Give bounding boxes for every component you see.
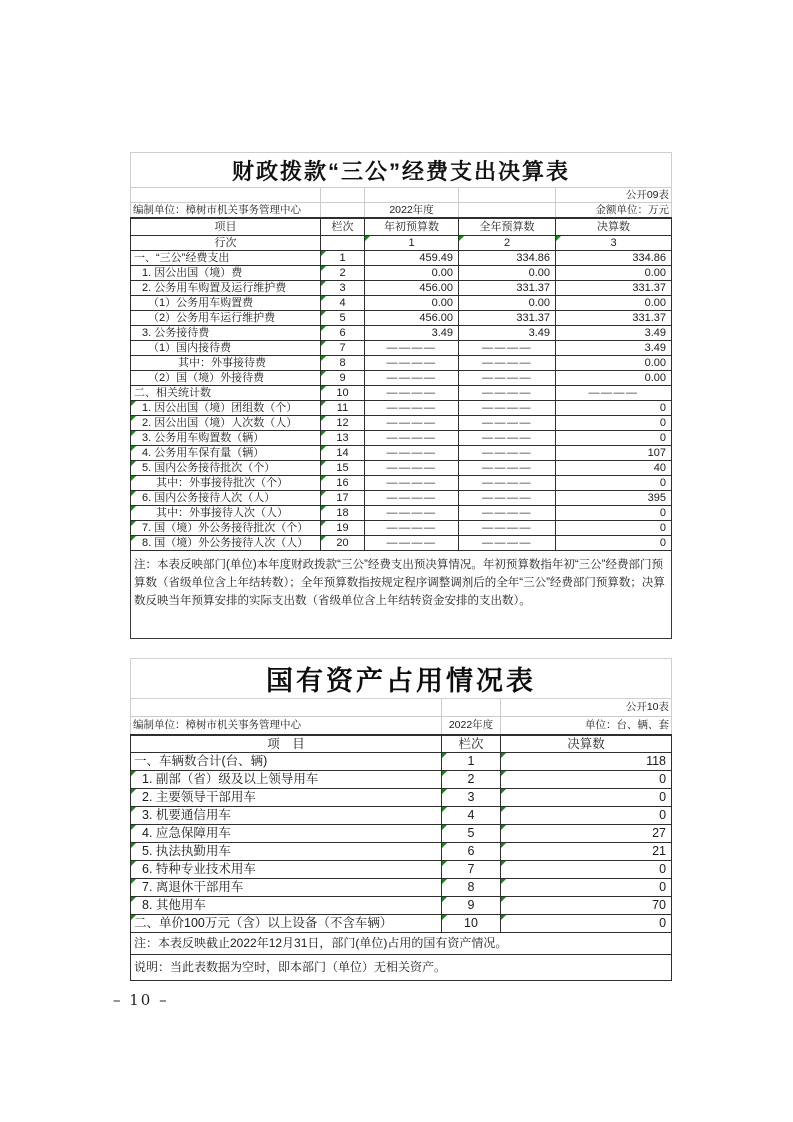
item-cell: （2）公务用车运行维护费 — [131, 311, 321, 326]
table1-data-row — [131, 506, 672, 521]
item-cell: 1. 副部（省）级及以上领导用车 — [131, 771, 442, 789]
line-number-cell: 17 — [321, 491, 365, 506]
final-value-cell: 70 — [501, 897, 672, 915]
spacer-cell — [131, 188, 321, 203]
line-number-cell: 7 — [442, 861, 501, 879]
final-value-cell: 0 — [501, 807, 672, 825]
item-cell: 6. 国内公务接待人次（人） — [131, 491, 321, 506]
year-budget-cell: ———— — [459, 341, 556, 356]
final-value-cell: 0 — [556, 521, 672, 536]
begin-budget-cell: 459.49 — [365, 251, 459, 266]
table1-data-row — [131, 311, 672, 326]
final-value-cell: 27 — [501, 825, 672, 843]
item-cell: 3. 机要通信用车 — [131, 807, 442, 825]
line-number-cell: 12 — [321, 416, 365, 431]
table1-data-row — [131, 416, 672, 431]
year-budget-cell: 331.37 — [459, 281, 556, 296]
final-value-cell: 0 — [501, 771, 672, 789]
table1-unit: 金额单位：万元 — [556, 203, 672, 219]
table2-data-row — [131, 753, 672, 771]
item-cell: 二、单价100万元（含）以上设备（不含车辆） — [131, 915, 442, 933]
item-cell: 2. 因公出国（境）人次数（人） — [131, 416, 321, 431]
begin-budget-cell: ———— — [365, 506, 459, 521]
item-cell: 其中：外事接待批次（个） — [131, 476, 321, 491]
table1-data-row — [131, 476, 672, 491]
table2-data-row — [131, 789, 672, 807]
final-value-cell: 334.86 — [556, 251, 672, 266]
line-number-cell: 13 — [321, 431, 365, 446]
line-number-cell: 16 — [321, 476, 365, 491]
table2-sheet-row — [131, 699, 672, 717]
table2-data-row — [131, 843, 672, 861]
line-number-cell: 1 — [321, 251, 365, 266]
column-header-item: 项目 — [131, 218, 321, 236]
year-budget-cell: ———— — [459, 371, 556, 386]
final-value-cell: 40 — [556, 461, 672, 476]
final-value-cell: 21 — [501, 843, 672, 861]
begin-budget-cell: 3.49 — [365, 326, 459, 341]
table1-data-row — [131, 446, 672, 461]
table1-title-row — [131, 153, 672, 188]
item-cell: 其中：外事接待人次（人） — [131, 506, 321, 521]
line-col-cell: 2 — [459, 236, 556, 251]
table1-data-row — [131, 386, 672, 401]
year-budget-cell: 331.37 — [459, 311, 556, 326]
column-header-final: 决算数 — [501, 735, 672, 753]
item-cell: 1. 因公出国（境）费 — [131, 266, 321, 281]
begin-budget-cell: ———— — [365, 431, 459, 446]
line-number-cell: 5 — [321, 311, 365, 326]
final-value-cell: 0.00 — [556, 296, 672, 311]
line-number-cell: 2 — [442, 771, 501, 789]
begin-budget-cell: ———— — [365, 536, 459, 551]
begin-budget-cell: ———— — [365, 461, 459, 476]
table1-sheet-row — [131, 188, 672, 203]
final-value-cell: 395 — [556, 491, 672, 506]
table2-note-row — [131, 933, 672, 955]
item-cell: 8. 其他用车 — [131, 897, 442, 915]
begin-budget-cell: 0.00 — [365, 266, 459, 281]
year-budget-cell: ———— — [459, 521, 556, 536]
final-value-cell: 0 — [501, 861, 672, 879]
year-budget-cell: ———— — [459, 401, 556, 416]
line-number-cell: 5 — [442, 825, 501, 843]
table1-data-row — [131, 431, 672, 446]
table1-data-row — [131, 326, 672, 341]
begin-budget-cell: 0.00 — [365, 296, 459, 311]
final-value-cell: 331.37 — [556, 281, 672, 296]
spacer-cell — [459, 203, 556, 219]
table1-data-row — [131, 536, 672, 551]
line-number-cell: 10 — [442, 915, 501, 933]
column-header-line: 栏次 — [321, 218, 365, 236]
column-header-begin-budget: 年初预算数 — [365, 218, 459, 236]
year-budget-cell: 334.86 — [459, 251, 556, 266]
final-value-cell: 0 — [556, 536, 672, 551]
final-value-cell: 0 — [556, 476, 672, 491]
final-value-cell: ———— — [556, 386, 672, 401]
begin-budget-cell: ———— — [365, 491, 459, 506]
table2-sheet-label: 公开10表 — [501, 699, 672, 717]
year-budget-cell: ———— — [459, 491, 556, 506]
year-budget-cell: ———— — [459, 461, 556, 476]
year-budget-cell: ———— — [459, 506, 556, 521]
table1-data-row — [131, 461, 672, 476]
table2-data-row — [131, 825, 672, 843]
year-budget-cell: ———— — [459, 416, 556, 431]
line-number-cell: 15 — [321, 461, 365, 476]
table1-data-row — [131, 266, 672, 281]
column-header-item: 项 目 — [131, 735, 442, 753]
item-cell: 2. 公务用车购置及运行维护费 — [131, 281, 321, 296]
item-cell: 4. 应急保障用车 — [131, 825, 442, 843]
year-budget-cell: 0.00 — [459, 296, 556, 311]
year-budget-cell: ———— — [459, 356, 556, 371]
final-value-cell: 0 — [556, 416, 672, 431]
year-budget-cell: ———— — [459, 386, 556, 401]
line-number-cell: 3 — [321, 281, 365, 296]
item-cell: 2. 主要领导干部用车 — [131, 789, 442, 807]
item-cell: 一、“三公”经费支出 — [131, 251, 321, 266]
line-number-cell: 8 — [321, 356, 365, 371]
line-number-cell: 9 — [442, 897, 501, 915]
three-public-expense-table — [130, 152, 672, 639]
table1-sheet-label: 公开09表 — [556, 188, 672, 203]
item-cell: 6. 特种专业技术用车 — [131, 861, 442, 879]
table1-data-row — [131, 281, 672, 296]
final-value-cell: 0 — [501, 789, 672, 807]
item-cell: 5. 执法执勤用车 — [131, 843, 442, 861]
item-cell: （1）公务用车购置费 — [131, 296, 321, 311]
final-value-cell: 0 — [501, 879, 672, 897]
table2-prepared-by: 编制单位：樟树市机关事务管理中心 — [131, 717, 442, 736]
begin-budget-cell: ———— — [365, 416, 459, 431]
final-value-cell: 0.00 — [556, 266, 672, 281]
begin-budget-cell: 456.00 — [365, 311, 459, 326]
table1-header-row — [131, 218, 672, 236]
table2-year: 2022年度 — [442, 717, 501, 736]
table1-note-row — [131, 551, 672, 639]
year-budget-cell: ———— — [459, 476, 556, 491]
item-cell: （2）国（境）外接待费 — [131, 371, 321, 386]
line-header-cell: 行次 — [131, 236, 321, 251]
table2-meta-row — [131, 717, 672, 736]
line-number-cell: 11 — [321, 401, 365, 416]
table1-data-row — [131, 356, 672, 371]
table2-unit: 单位：台、辆、套 — [501, 717, 672, 736]
line-col-cell: 1 — [365, 236, 459, 251]
table2-title: 国有资产占用情况表 — [131, 659, 672, 699]
line-number-cell: 14 — [321, 446, 365, 461]
line-number-cell: 4 — [442, 807, 501, 825]
item-cell: 二、相关统计数 — [131, 386, 321, 401]
year-budget-cell: 0.00 — [459, 266, 556, 281]
spacer-cell — [321, 203, 365, 219]
table1-data-row — [131, 401, 672, 416]
table-note: 注：本表反映部门(单位)本年度财政拨款“三公”经费支出预决算情况。年初预算数指年初“三公”经费部门预算数（省级单位含上年结转数）；全年预算数指按规定程序调整调剂后的全年“三公”经费部门预算数；决算数反映当年预算安排的实际支出数（省级单位含上年结转资金安排的支出数）。 — [131, 551, 672, 639]
table1-data-row — [131, 521, 672, 536]
item-cell: 3. 公务用车购置数（辆） — [131, 431, 321, 446]
final-value-cell: 3.49 — [556, 326, 672, 341]
line-number-cell: 8 — [442, 879, 501, 897]
begin-budget-cell: ———— — [365, 386, 459, 401]
item-cell: 一、车辆数合计(台、辆) — [131, 753, 442, 771]
final-value-cell: 0 — [556, 401, 672, 416]
line-number-cell: 6 — [321, 326, 365, 341]
begin-budget-cell: ———— — [365, 521, 459, 536]
spacer-cell — [442, 699, 501, 717]
item-cell: 5. 国内公务接待批次（个） — [131, 461, 321, 476]
final-value-cell: 331.37 — [556, 311, 672, 326]
table-remark: 说明：当此表数据为空时，即本部门（单位）无相关资产。 — [131, 955, 672, 981]
final-value-cell: 0 — [556, 431, 672, 446]
table1-data-row — [131, 341, 672, 356]
page-number: – 10 – — [113, 991, 169, 1009]
final-value-cell: 0.00 — [556, 356, 672, 371]
begin-budget-cell: ———— — [365, 401, 459, 416]
final-value-cell: 107 — [556, 446, 672, 461]
begin-budget-cell: ———— — [365, 476, 459, 491]
table-note: 注：本表反映截止2022年12月31日，部门(单位)占用的国有资产情况。 — [131, 933, 672, 955]
final-value-cell: 118 — [501, 753, 672, 771]
item-cell: 3. 公务接待费 — [131, 326, 321, 341]
item-cell: 8. 国（境）外公务接待人次（人） — [131, 536, 321, 551]
table1-year: 2022年度 — [365, 203, 459, 219]
begin-budget-cell: ———— — [365, 446, 459, 461]
final-value-cell: 0 — [556, 506, 672, 521]
line-number-cell: 6 — [442, 843, 501, 861]
table1-title: 财政拨款“三公”经费支出决算表 — [131, 153, 672, 188]
item-cell: 4. 公务用车保有量（辆） — [131, 446, 321, 461]
table2-data-row — [131, 861, 672, 879]
table1-data-row — [131, 251, 672, 266]
year-budget-cell: ———— — [459, 446, 556, 461]
item-cell: 7. 离退休干部用车 — [131, 879, 442, 897]
table2-data-row — [131, 771, 672, 789]
table1-data-row — [131, 296, 672, 311]
item-cell: 1. 因公出国（境）团组数（个） — [131, 401, 321, 416]
begin-budget-cell: ———— — [365, 356, 459, 371]
table2-data-row — [131, 807, 672, 825]
spacer-cell — [321, 188, 365, 203]
line-number-cell: 7 — [321, 341, 365, 356]
year-budget-cell: 3.49 — [459, 326, 556, 341]
final-value-cell: 0 — [501, 915, 672, 933]
table1-data-row — [131, 371, 672, 386]
table2-title-row — [131, 659, 672, 699]
item-cell: （1）国内接待费 — [131, 341, 321, 356]
table2-data-row — [131, 897, 672, 915]
column-header-year-budget: 全年预算数 — [459, 218, 556, 236]
line-number-cell: 20 — [321, 536, 365, 551]
final-value-cell: 3.49 — [556, 341, 672, 356]
table1-meta-row — [131, 203, 672, 219]
line-number-cell: 10 — [321, 386, 365, 401]
line-number-cell: 1 — [442, 753, 501, 771]
item-cell: 其中：外事接待费 — [131, 356, 321, 371]
begin-budget-cell: ———— — [365, 341, 459, 356]
line-col-cell: 3 — [556, 236, 672, 251]
column-header-line: 栏次 — [442, 735, 501, 753]
table1-data-row — [131, 491, 672, 506]
begin-budget-cell: 456.00 — [365, 281, 459, 296]
year-budget-cell: ———— — [459, 431, 556, 446]
year-budget-cell: ———— — [459, 536, 556, 551]
table2-header-row — [131, 735, 672, 753]
table2-data-row — [131, 915, 672, 933]
table1-prepared-by: 编制单位：樟树市机关事务管理中心 — [131, 203, 321, 219]
line-number-cell: 3 — [442, 789, 501, 807]
line-number-cell: 18 — [321, 506, 365, 521]
table1-lineno-row — [131, 236, 672, 251]
line-number-cell: 2 — [321, 266, 365, 281]
table2-remark-row — [131, 955, 672, 981]
begin-budget-cell: ———— — [365, 371, 459, 386]
spacer-cell — [321, 236, 365, 251]
line-number-cell: 4 — [321, 296, 365, 311]
state-asset-table — [130, 658, 672, 981]
column-header-final: 决算数 — [556, 218, 672, 236]
line-number-cell: 19 — [321, 521, 365, 536]
table2-data-row — [131, 879, 672, 897]
final-value-cell: 0.00 — [556, 371, 672, 386]
spacer-cell — [365, 188, 459, 203]
spacer-cell — [131, 699, 442, 717]
line-number-cell: 9 — [321, 371, 365, 386]
item-cell: 7. 国（境）外公务接待批次（个） — [131, 521, 321, 536]
spacer-cell — [459, 188, 556, 203]
